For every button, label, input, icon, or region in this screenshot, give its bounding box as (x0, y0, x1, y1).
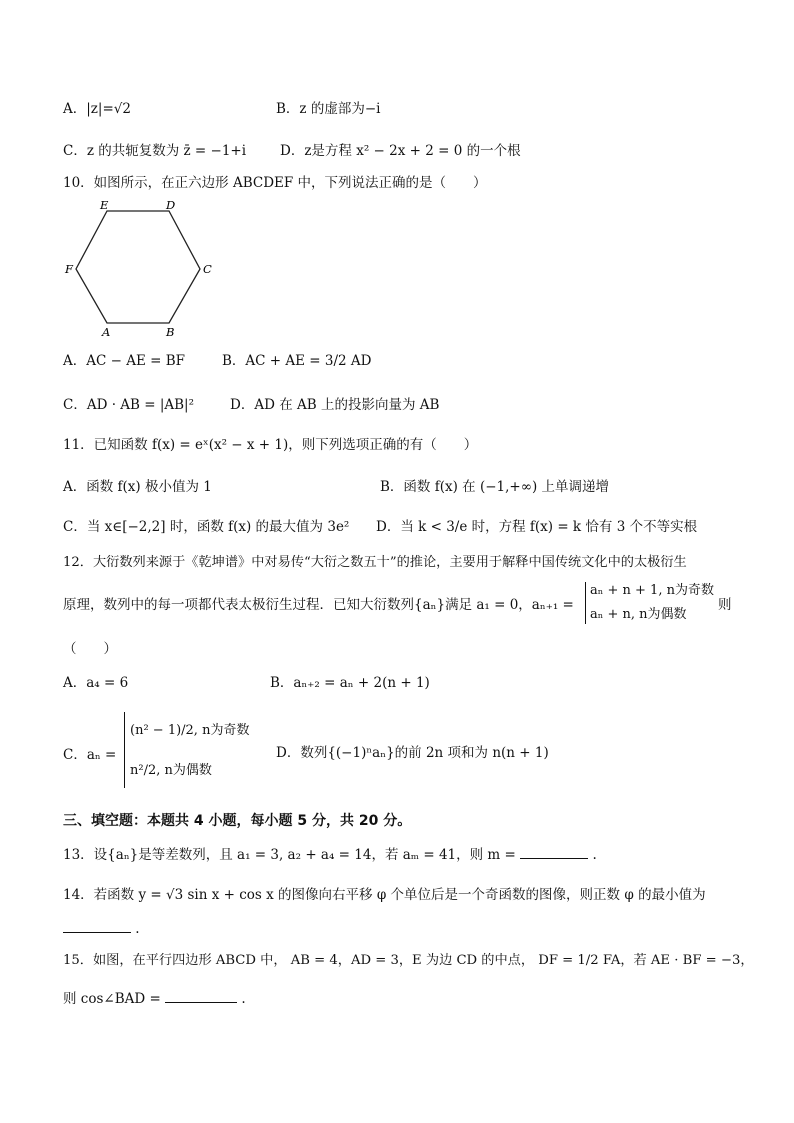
q14-period: . (135, 921, 140, 937)
q12-option-c-prefix: C．aₙ = (63, 747, 117, 763)
q12-option-c-case-odd: (n² − 1)/2, n为奇数 (130, 723, 250, 738)
q15-answer-blank[interactable] (165, 988, 237, 1003)
q11-option-a: A．函数 f(x) 极小值为 1 (63, 479, 212, 495)
q10-option-b: B．AC + AE = 3/2 AD (222, 353, 372, 369)
q12-option-a: A．a₄ = 6 (63, 675, 129, 691)
q15-line2 (63, 988, 246, 1008)
q12-case-even: aₙ + n, n为偶数 (590, 607, 687, 622)
hex-label-e: E (100, 198, 109, 212)
q12-stem-line1: 12．大衍数列来源于《乾坤谱》中对易传“大衍之数五十”的推论，主要用于解释中国传统文化中的太极衍生 (63, 555, 687, 570)
section-3-heading: 三、填空题：本题共 4 小题，每小题 5 分，共 20 分。 (63, 813, 412, 829)
q14-line2 (63, 918, 140, 938)
q11-option-b: B．函数 f(x) 在 (−1,+∞) 上单调递增 (380, 479, 610, 495)
q12-stem-line2: 原理，数列中的每一项都代表太极衍生过程．已知大衍数列{aₙ}满足 a₁ = 0，aₙ₊₁ = (63, 597, 574, 613)
q9-option-c: C．z 的共轭复数为 z̄ = −1+i (63, 143, 247, 159)
q9-option-a: A．|z|=√2 (63, 101, 131, 117)
q12-option-c-case-even: n²/2, n为偶数 (130, 763, 212, 778)
q9-option-d: D．z是方程 x² − 2x + 2 = 0 的一个根 (280, 143, 521, 159)
q14-stem: 14．若函数 y = √3 sin x + cos x 的图像向右平移 φ 个单位后是一个奇函数的图像，则正数 φ 的最小值为 (63, 887, 706, 903)
q10-stem: 10．如图所示，在正六边形 ABCDEF 中，下列说法正确的是（ ） (63, 175, 487, 191)
q11-option-c: C．当 x∈[−2,2] 时，函数 f(x) 的最大值为 3e² (63, 519, 350, 535)
q14-answer-blank[interactable] (63, 918, 131, 933)
q12-then: 则 (718, 597, 732, 613)
q15-stem: 15．如图，在平行四边形 ABCD 中， AB = 4，AD = 3，E 为边 CD 的中点， DF = 1/2 FA，若 AE · BF = −3， (63, 953, 754, 968)
hex-label-d: D (166, 198, 176, 212)
q15-period: . (241, 991, 246, 1007)
q11-stem: 11．已知函数 f(x) = eˣ(x² − x + 1)，则下列选项正确的有（ ） (63, 437, 478, 453)
q12-option-c-brace (124, 712, 125, 788)
q13-stem (63, 844, 597, 864)
hexagon-figure (62, 198, 222, 344)
hex-label-f: F (65, 262, 73, 276)
hexagon-shape (76, 211, 200, 323)
hex-label-c: C (203, 262, 212, 276)
q12-case-odd: aₙ + n + 1, n为奇数 (590, 583, 714, 598)
hex-label-b: B (166, 325, 175, 339)
q13-period: . (592, 847, 597, 863)
q10-option-a: A．AC − AE = BF (63, 353, 186, 369)
q11-option-d: D．当 k < 3/e 时，方程 f(x) = k 恰有 3 个不等实根 (376, 519, 698, 535)
hex-label-a: A (102, 325, 111, 339)
q9-option-b: B．z 的虚部为−i (276, 101, 381, 117)
q12-option-b: B．aₙ₊₂ = aₙ + 2(n + 1) (270, 675, 430, 691)
q13-text: 13．设{aₙ}是等差数列，且 a₁ = 3, a₂ + a₄ = 14，若 aₘ = 41，则 m = (63, 847, 516, 863)
q12-answer-paren: （ ） (63, 641, 117, 657)
q10-option-c: C．AD · AB = |AB|² (63, 397, 195, 413)
q10-option-d: D．AD 在 AB 上的投影向量为 AB (230, 397, 440, 413)
q13-answer-blank[interactable] (520, 844, 588, 859)
q12-option-d: D．数列{(−1)ⁿaₙ}的前 2n 项和为 n(n + 1) (276, 745, 549, 761)
q12-recurrence-brace (585, 582, 586, 624)
q15-text: 则 cos∠BAD = (63, 991, 161, 1007)
